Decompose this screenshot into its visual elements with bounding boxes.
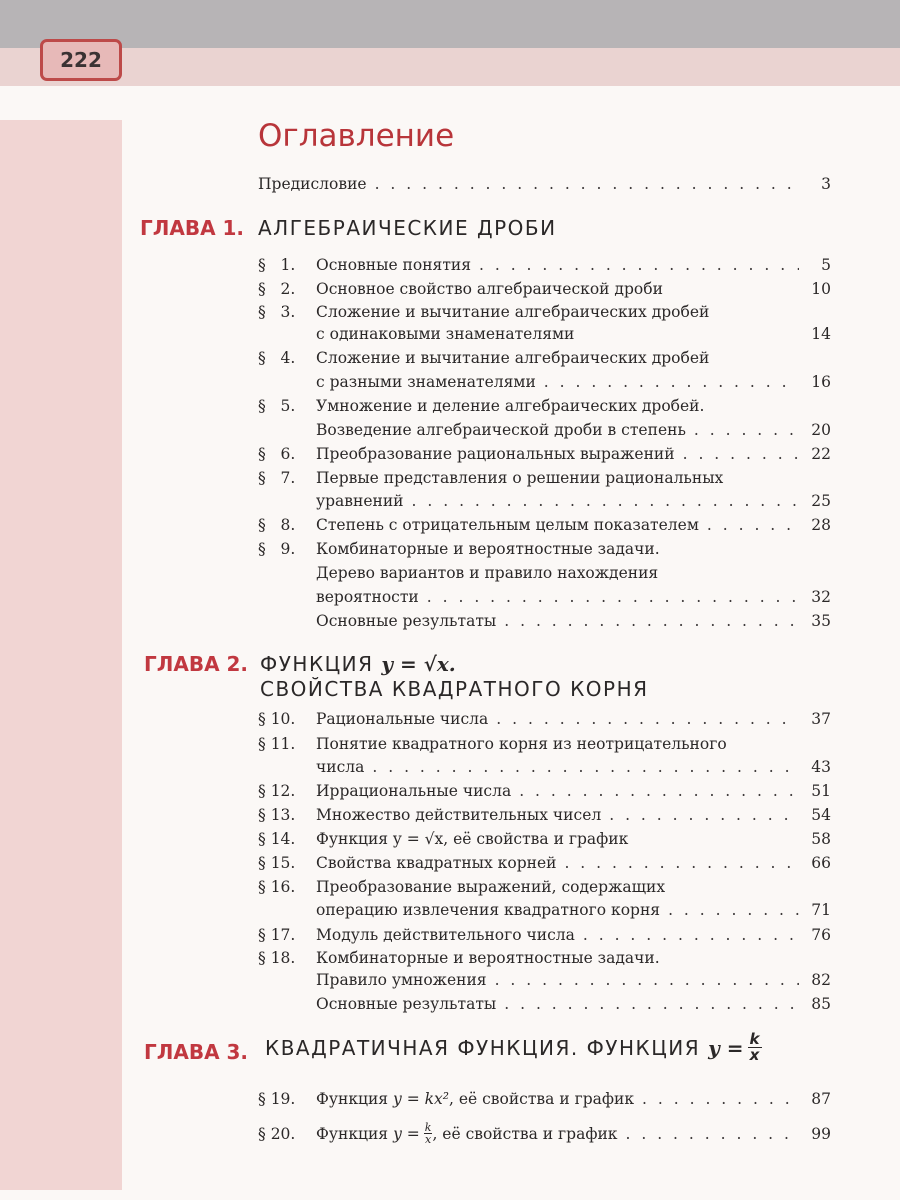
- leader-dots: [495, 971, 799, 989]
- toc-entry-results[interactable]: [316, 612, 831, 630]
- section-number: 16.: [270, 878, 296, 896]
- entry-page: 35: [811, 612, 831, 630]
- section-number: 9.: [280, 540, 296, 558]
- leader-dots: [625, 1125, 799, 1143]
- entry-page: 16: [811, 373, 831, 391]
- section-sign: §: [258, 735, 266, 753]
- entry-page: 22: [811, 445, 831, 463]
- entry-page: 71: [811, 901, 831, 919]
- entry-page: 99: [811, 1124, 831, 1143]
- entry-text: Функция: [316, 1124, 389, 1143]
- section-sign: §: [258, 878, 266, 896]
- section-number: 1.: [280, 256, 296, 274]
- fraction-denominator: x: [424, 1133, 432, 1146]
- section-sign: §: [258, 1124, 266, 1143]
- section-number: 4.: [280, 349, 296, 367]
- section-sign: §: [258, 926, 266, 944]
- section-number: 20.: [270, 1124, 296, 1143]
- leader-dots: [519, 782, 799, 800]
- entry-page: 66: [811, 854, 831, 872]
- leader-dots: [375, 175, 799, 193]
- toc-entry[interactable]: [258, 854, 831, 872]
- toc-entry[interactable]: [258, 1090, 831, 1108]
- entry-title: Основные результаты: [316, 995, 497, 1013]
- left-margin-stripe: [0, 120, 122, 1190]
- leader-dots: [544, 373, 799, 391]
- entry-title: Основные результаты: [316, 612, 497, 630]
- toc-entry-continuation[interactable]: [316, 758, 831, 776]
- entry-title: Функция y = √x, её свойства и график: [316, 830, 629, 848]
- section-number: 12.: [270, 782, 296, 800]
- chapter-2-title: [260, 652, 456, 676]
- leader-dots: [496, 710, 799, 728]
- entry-title: вероятности: [316, 588, 419, 606]
- entry-page: 82: [811, 971, 831, 989]
- section-number: 8.: [280, 516, 296, 534]
- section-number: 11.: [270, 735, 296, 753]
- leader-dots: [427, 588, 799, 606]
- leader-dots: [668, 901, 799, 919]
- toc-entry-continuation[interactable]: [316, 492, 831, 510]
- toc-entry[interactable]: [258, 949, 831, 967]
- toc-entry[interactable]: [258, 397, 831, 415]
- entry-text: Функция: [316, 1090, 389, 1108]
- section-sign: §: [258, 256, 266, 274]
- leader-dots: [707, 516, 799, 534]
- chapter-1-title: АЛГЕБРАИЧЕСКИЕ ДРОБИ: [258, 216, 557, 240]
- entry-title: Предисловие: [258, 175, 367, 193]
- entry-title: [316, 1090, 634, 1108]
- leader-dots: [504, 995, 799, 1013]
- toc-entry[interactable]: [258, 469, 831, 487]
- toc-entry[interactable]: [258, 540, 831, 558]
- entry-page: 85: [811, 995, 831, 1013]
- toc-entry[interactable]: [258, 280, 831, 298]
- entry-title: операцию извлечения квадратного корня: [316, 901, 661, 919]
- entry-formula: y = kx²: [393, 1090, 449, 1108]
- chapter-title-formula: y = √x.: [381, 652, 456, 676]
- toc-entry[interactable]: [258, 516, 831, 534]
- section-number: 14.: [270, 830, 296, 848]
- entry-title: Иррациональные числа: [316, 782, 512, 800]
- entry-page: 28: [811, 516, 831, 534]
- page-number-badge: 222: [40, 39, 122, 81]
- entry-page: 76: [811, 926, 831, 944]
- entry-title: Возведение алгебраической дроби в степень: [316, 421, 686, 439]
- entry-title: Умножение и деление алгебраических дробей.: [316, 397, 705, 415]
- section-sign: §: [258, 349, 266, 367]
- toc-entry-continuation[interactable]: [316, 373, 831, 391]
- leader-dots: [609, 806, 799, 824]
- entry-page: 3: [821, 175, 831, 193]
- section-sign: §: [258, 303, 266, 321]
- chapter-title-text: ФУНКЦИЯ: [260, 652, 374, 676]
- toc-entry[interactable]: [258, 735, 831, 753]
- entry-title: Множество действительных чисел: [316, 806, 602, 824]
- entry-title: Сложение и вычитание алгебраических дробей: [316, 349, 710, 367]
- section-number: 6.: [280, 445, 296, 463]
- toc-entry[interactable]: [258, 303, 831, 321]
- section-number: 19.: [270, 1090, 296, 1108]
- toc-entry[interactable]: [258, 445, 831, 463]
- leader-dots: [694, 421, 799, 439]
- entry-page: 43: [811, 758, 831, 776]
- entry-page: 32: [811, 588, 831, 606]
- fraction: [748, 1032, 761, 1063]
- entry-page: 58: [811, 830, 831, 848]
- entry-page: 5: [821, 256, 831, 274]
- entry-page: 10: [811, 280, 831, 298]
- section-number: 10.: [270, 710, 296, 728]
- section-sign: §: [258, 280, 266, 298]
- section-number: 17.: [270, 926, 296, 944]
- entry-title: с одинаковыми знаменателями: [316, 325, 575, 343]
- section-sign: §: [258, 806, 266, 824]
- entry-title: Правило умножения: [316, 971, 487, 989]
- section-number: 5.: [280, 397, 296, 415]
- toc-entry[interactable]: [258, 782, 831, 800]
- toc-entry[interactable]: [258, 830, 831, 848]
- section-sign: §: [258, 469, 266, 487]
- toc-entry-results[interactable]: [316, 995, 831, 1013]
- entry-text: , её свойства и график: [448, 1090, 635, 1108]
- leader-dots: [372, 758, 799, 776]
- entry-page: 54: [811, 806, 831, 824]
- entry-title: Степень с отрицательным целым показателем: [316, 516, 699, 534]
- section-number: 13.: [270, 806, 296, 824]
- fraction-numerator: k: [424, 1121, 432, 1134]
- entry-title-continuation: Дерево вариантов и правило нахождения: [316, 564, 659, 582]
- toc-entry-continuation[interactable]: [316, 901, 831, 919]
- section-sign: §: [258, 445, 266, 463]
- leader-dots: [683, 445, 799, 463]
- section-number: 15.: [270, 854, 296, 872]
- fraction-numerator: k: [749, 1030, 761, 1048]
- toc-entry[interactable]: [258, 349, 831, 367]
- entry-title: Комбинаторные и вероятностные задачи.: [316, 540, 660, 558]
- entry-title: уравнений: [316, 492, 404, 510]
- entry-title: Сложение и вычитание алгебраических дробей: [316, 303, 710, 321]
- section-sign: §: [258, 830, 266, 848]
- entry-formula: y =: [393, 1124, 420, 1143]
- toc-entry-continuation[interactable]: [316, 971, 831, 989]
- toc-entry[interactable]: [258, 256, 831, 274]
- toc-entry[interactable]: [258, 878, 831, 896]
- entry-title: Понятие квадратного корня из неотрицательного: [316, 735, 727, 753]
- section-sign: §: [258, 1090, 266, 1108]
- entry-title: Рациональные числа: [316, 710, 489, 728]
- chapter-3-label: ГЛАВА 3.: [144, 1040, 249, 1064]
- toc-entry[interactable]: [258, 926, 831, 944]
- entry-page: 37: [811, 710, 831, 728]
- chapter-2-title-line2: СВОЙСТВА КВАДРАТНОГО КОРНЯ: [260, 677, 649, 701]
- chapter-title-formula: y =: [708, 1035, 744, 1060]
- leader-dots: [412, 492, 799, 510]
- toc-entry-preface[interactable]: [258, 175, 831, 193]
- entry-title: Основные понятия: [316, 256, 471, 274]
- toc-title: Оглавление: [258, 118, 455, 154]
- toc-entry[interactable]: [258, 806, 831, 824]
- leader-dots: [504, 612, 799, 630]
- entry-title: Свойства квадратных корней: [316, 854, 557, 872]
- fraction-denominator: x: [749, 1046, 761, 1064]
- leader-dots: [479, 256, 799, 274]
- chapter-title-text: КВАДРАТИЧНАЯ ФУНКЦИЯ. ФУНКЦИЯ: [265, 1035, 701, 1060]
- section-sign: §: [258, 540, 266, 558]
- toc-entry-continuation[interactable]: [316, 588, 831, 606]
- top-gray-band: [0, 0, 900, 48]
- section-number: 2.: [280, 280, 296, 298]
- toc-entry-continuation[interactable]: [316, 325, 831, 343]
- toc-entry-continuation[interactable]: [316, 421, 831, 439]
- section-sign: §: [258, 516, 266, 534]
- section-sign: §: [258, 710, 266, 728]
- entry-title: Основное свойство алгебраической дроби: [316, 280, 663, 298]
- entry-page: 20: [811, 421, 831, 439]
- section-sign: §: [258, 949, 266, 967]
- toc-entry[interactable]: [258, 710, 831, 728]
- entry-text: , её свойства и график: [432, 1124, 618, 1143]
- chapter-2-label: ГЛАВА 2.: [144, 652, 249, 676]
- entry-title: Первые представления о решении рациональных: [316, 469, 724, 487]
- entry-page: 51: [811, 782, 831, 800]
- entry-title: Преобразование выражений, содержащих: [316, 878, 666, 896]
- section-number: 3.: [280, 303, 296, 321]
- leader-dots: [564, 854, 799, 872]
- entry-page: 14: [811, 325, 831, 343]
- header-band: [0, 48, 900, 86]
- entry-title: числа: [316, 758, 365, 776]
- section-sign: §: [258, 782, 266, 800]
- entry-title: Модуль действительного числа: [316, 926, 575, 944]
- entry-title: с разными знаменателями: [316, 373, 536, 391]
- chapter-3-title: [265, 1032, 762, 1063]
- fraction: [424, 1122, 433, 1145]
- section-number: 18.: [270, 949, 296, 967]
- entry-title: Преобразование рациональных выражений: [316, 445, 675, 463]
- entry-title: [316, 1122, 617, 1145]
- section-number: 7.: [280, 469, 296, 487]
- section-sign: §: [258, 397, 266, 415]
- leader-dots: [583, 926, 799, 944]
- entry-page: 25: [811, 492, 831, 510]
- entry-page: 87: [811, 1090, 831, 1108]
- section-sign: §: [258, 854, 266, 872]
- leader-dots: [642, 1090, 799, 1108]
- chapter-1-label: ГЛАВА 1.: [140, 216, 245, 240]
- toc-entry[interactable]: [258, 1122, 831, 1145]
- entry-title: Комбинаторные и вероятностные задачи.: [316, 949, 660, 967]
